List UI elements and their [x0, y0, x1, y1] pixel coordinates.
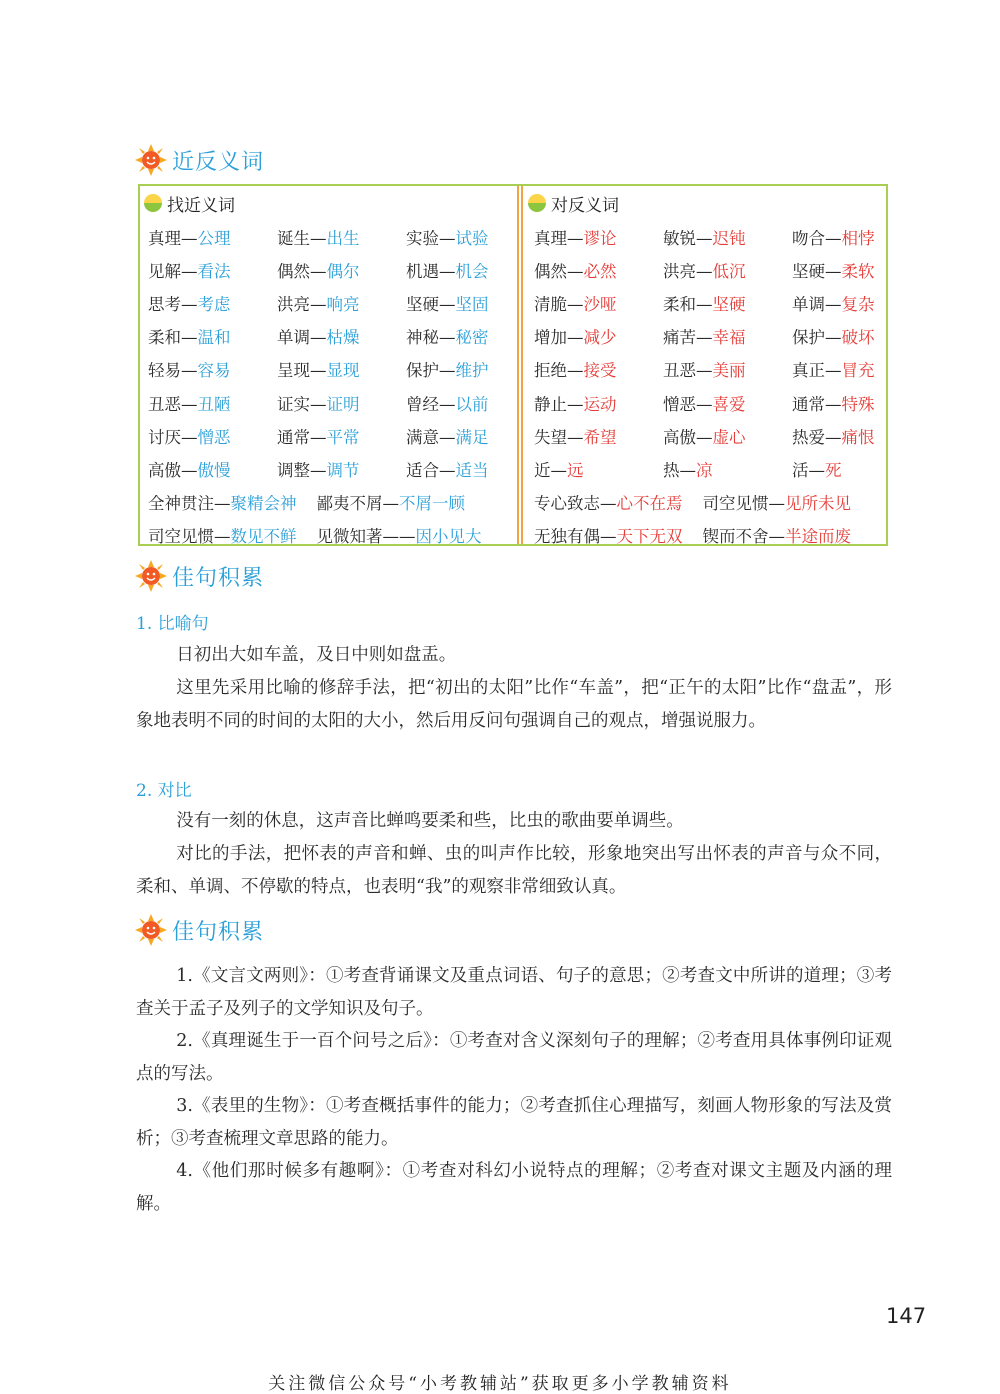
- word-pair: [663, 225, 792, 249]
- base-word: 丑恶—: [148, 394, 198, 414]
- sun-icon: [134, 143, 168, 177]
- base-word: 洪亮—: [277, 294, 327, 314]
- word-pair: [792, 391, 921, 415]
- base-word: 见微知著——: [316, 527, 416, 547]
- base-word: 失望—: [534, 427, 584, 447]
- sun-icon: [134, 559, 168, 593]
- base-word: 偶然—: [277, 261, 327, 281]
- base-word: 清脆—: [534, 294, 584, 314]
- related-word: 破坏: [841, 328, 875, 348]
- word-pair: [406, 457, 535, 481]
- word-table: [138, 184, 888, 546]
- word-row: [534, 286, 921, 319]
- word-pair: [534, 490, 683, 514]
- base-word: 司空见惯—: [148, 527, 231, 547]
- related-word: 迟钝: [712, 228, 746, 248]
- word-pair: [406, 258, 535, 282]
- word-pair: [406, 391, 535, 415]
- base-word: 单调—: [792, 294, 842, 314]
- base-word: 增加—: [534, 328, 584, 348]
- word-pair: [792, 457, 921, 481]
- base-word: 憎恶—: [663, 394, 713, 414]
- word-pair: [792, 225, 921, 249]
- word-row: [534, 519, 921, 552]
- exam-point: 1.《文言文两则》：①考查背诵课文及重点词语、句子的意思；②考查文中所讲的道理；③考查关于孟子及列子的文学知识及句子。: [136, 966, 892, 1019]
- base-word: 证实—: [277, 394, 327, 414]
- example-sentence: 没有一刻的休息，这声音比蝉鸣要柔和些，比虫的歌曲要单调些。: [176, 811, 684, 831]
- related-word: 美丽: [712, 361, 746, 381]
- base-word: 敏锐—: [663, 228, 713, 248]
- word-pair: [406, 424, 535, 448]
- related-word: 虚心: [712, 427, 746, 447]
- base-word: 吻合—: [792, 228, 842, 248]
- section-heading-words: [134, 140, 264, 180]
- base-word: 热爱—: [792, 427, 842, 447]
- exam-point: 4.《他们那时候多有趣啊》：①考查对科幻小说特点的理解；②考查对课文主题及内涵的理解。: [136, 1161, 892, 1214]
- base-word: 坚硬—: [406, 294, 456, 314]
- base-word: 高傲—: [663, 427, 713, 447]
- base-word: 真理—: [534, 228, 584, 248]
- related-word: 幸福: [712, 328, 746, 348]
- related-word: 喜爱: [712, 394, 746, 414]
- word-pair: [792, 258, 921, 282]
- base-word: 通常—: [277, 427, 327, 447]
- related-word: 秘密: [455, 328, 489, 348]
- related-word: 试验: [455, 228, 489, 248]
- base-word: 曾经—: [406, 394, 456, 414]
- related-word: 偶尔: [326, 261, 360, 281]
- related-word: 机会: [455, 261, 489, 281]
- word-pair: [663, 258, 792, 282]
- related-word: 容易: [197, 361, 231, 381]
- antonym-heading: 对反义词: [528, 192, 619, 214]
- word-pair: [148, 357, 277, 381]
- base-word: 见解—: [148, 261, 198, 281]
- base-word: 痛苦—: [663, 328, 713, 348]
- base-word: 锲而不舍—: [702, 527, 785, 547]
- word-row: [534, 320, 921, 353]
- base-word: 坚硬—: [792, 261, 842, 281]
- base-word: 思考—: [148, 294, 198, 314]
- related-word: 天下无双: [616, 527, 683, 547]
- word-pair: [792, 357, 921, 381]
- base-word: 保护—: [792, 328, 842, 348]
- word-pair: [317, 523, 482, 547]
- sentence-analysis: 对比的手法，把怀表的声音和蝉、虫的叫声作比较，形象地突出写出怀表的声音与众不同，柔和、单调、不停歇的特点，也表明“我”的观察非常细致认真。: [136, 844, 892, 897]
- related-word: 显现: [326, 361, 360, 381]
- base-word: 洪亮—: [663, 261, 713, 281]
- word-pair: [317, 490, 466, 514]
- word-pair: [406, 357, 535, 381]
- related-word: 沙哑: [583, 294, 617, 314]
- base-word: 静止—: [534, 394, 584, 414]
- base-word: 满意—: [406, 427, 456, 447]
- word-pair: [534, 391, 663, 415]
- word-row: [534, 253, 921, 286]
- base-word: 活—: [792, 460, 825, 480]
- base-word: 鄙夷不屑—: [316, 494, 399, 514]
- word-pair: [703, 490, 852, 514]
- word-pair: [277, 391, 406, 415]
- word-row: [148, 220, 535, 253]
- related-word: 公理: [197, 228, 231, 248]
- base-word: 讨厌—: [148, 427, 198, 447]
- word-pair: [406, 324, 535, 348]
- word-pair: [534, 258, 663, 282]
- word-pair: [277, 324, 406, 348]
- word-pair: [148, 258, 277, 282]
- related-word: 复杂: [841, 294, 875, 314]
- word-pair: [663, 291, 792, 315]
- footer-note: 关注微信公众号“小考教辅站”获取更多小学教辅资料: [268, 1374, 732, 1394]
- related-word: 聚精会神: [230, 494, 297, 514]
- section-title: 佳句积累: [172, 919, 265, 945]
- base-word: 适合—: [406, 460, 456, 480]
- word-row: [148, 486, 535, 519]
- page-number: 147: [886, 1304, 927, 1328]
- word-pair: [277, 291, 406, 315]
- section-title: 佳句积累: [172, 565, 265, 591]
- word-pair: [534, 225, 663, 249]
- related-word: 减少: [583, 328, 617, 348]
- base-word: 单调—: [277, 328, 327, 348]
- word-pair: [534, 457, 663, 481]
- related-word: 考虑: [197, 294, 231, 314]
- word-row: [534, 452, 921, 485]
- base-word: 神秘—: [406, 328, 456, 348]
- base-word: 柔和—: [663, 294, 713, 314]
- word-pair: [148, 291, 277, 315]
- related-word: 适当: [455, 460, 489, 480]
- related-word: 柔软: [841, 261, 875, 281]
- word-pair: [792, 291, 921, 315]
- base-word: 专心致志—: [534, 494, 617, 514]
- section-heading-exam: [134, 910, 264, 950]
- base-word: 轻易—: [148, 361, 198, 381]
- word-pair: [534, 424, 663, 448]
- base-word: 热—: [663, 460, 696, 480]
- related-word: 谬论: [583, 228, 617, 248]
- word-pair: [792, 424, 921, 448]
- word-pair: [663, 391, 792, 415]
- related-word: 坚硬: [712, 294, 746, 314]
- base-word: 通常—: [792, 394, 842, 414]
- word-pair: [406, 225, 535, 249]
- word-pair: [148, 324, 277, 348]
- related-word: 痛恨: [841, 427, 875, 447]
- sentence-analysis: 这里先采用比喻的修辞手法，把“初出的太阳”比作“车盖”，把“正午的太阳”比作“盘盂”，形象地表明不同的时间的太阳的大小，然后用反问句强调自己的观点，增强说服力。: [136, 678, 892, 731]
- word-pair: [277, 457, 406, 481]
- word-pair: [663, 357, 792, 381]
- related-word: 死: [825, 460, 842, 480]
- word-pair: [148, 391, 277, 415]
- base-word: 拒绝—: [534, 361, 584, 381]
- word-pair: [277, 258, 406, 282]
- related-word: 憎恶: [197, 427, 231, 447]
- word-pair: [703, 523, 852, 547]
- base-word: 真正—: [792, 361, 842, 381]
- related-word: 冒充: [841, 361, 875, 381]
- base-word: 调整—: [277, 460, 327, 480]
- word-pair: [792, 324, 921, 348]
- related-word: 满足: [455, 427, 489, 447]
- section-title: 近反义词: [172, 149, 265, 175]
- base-word: 全神贯注—: [148, 494, 231, 514]
- related-word: 数见不鲜: [230, 527, 297, 547]
- section-heading-sentences: [134, 556, 264, 596]
- example-sentence: 日初出大如车盖，及日中则如盘盂。: [176, 645, 457, 665]
- base-word: 高傲—: [148, 460, 198, 480]
- word-row: [148, 419, 535, 452]
- base-word: 丑恶—: [663, 361, 713, 381]
- related-word: 运动: [583, 394, 617, 414]
- related-word: 温和: [197, 328, 231, 348]
- base-word: 无独有偶—: [534, 527, 617, 547]
- related-word: 接受: [583, 361, 617, 381]
- word-pair: [534, 291, 663, 315]
- base-word: 诞生—: [277, 228, 327, 248]
- word-row: [534, 386, 921, 419]
- base-word: 司空见惯—: [702, 494, 785, 514]
- word-row: [148, 353, 535, 386]
- related-word: 以前: [455, 394, 489, 414]
- base-word: 柔和—: [148, 328, 198, 348]
- word-row: [534, 419, 921, 452]
- word-row: [148, 519, 535, 552]
- word-pair: [277, 424, 406, 448]
- related-word: 心不在焉: [616, 494, 683, 514]
- base-word: 机遇—: [406, 261, 456, 281]
- word-pair: [534, 523, 683, 547]
- related-word: 相悖: [841, 228, 875, 248]
- related-word: 看法: [197, 261, 231, 281]
- synonym-list: [148, 220, 535, 552]
- related-word: 傲慢: [197, 460, 231, 480]
- word-pair: [148, 225, 277, 249]
- exam-point: 2.《真理诞生于一百个问号之后》：①考查对含义深刻句子的理解；②考查用具体事例印证观点的写法。: [136, 1031, 892, 1084]
- synonym-heading: 找近义词: [144, 192, 235, 214]
- related-word: 平常: [326, 427, 360, 447]
- related-word: 坚固: [455, 294, 489, 314]
- item-title: 2. 对比: [136, 781, 192, 801]
- item-title: 1. 比喻句: [136, 614, 209, 634]
- related-word: 低沉: [712, 261, 746, 281]
- word-pair: [406, 291, 535, 315]
- related-word: 丑陋: [197, 394, 231, 414]
- word-row: [534, 486, 921, 519]
- related-word: 凉: [696, 460, 713, 480]
- word-pair: [148, 490, 297, 514]
- sun-icon: [134, 913, 168, 947]
- word-pair: [663, 324, 792, 348]
- word-pair: [277, 225, 406, 249]
- related-word: 远: [567, 460, 584, 480]
- exam-point: 3.《表里的生物》：①考查概括事件的能力；②考查抓住心理描写，刻画人物形象的写法及赏析；③考查梳理文章思路的能力。: [136, 1096, 892, 1149]
- related-word: 枯燥: [326, 328, 360, 348]
- word-pair: [663, 457, 792, 481]
- word-row: [534, 353, 921, 386]
- base-word: 近—: [534, 460, 567, 480]
- word-row: [148, 286, 535, 319]
- base-word: 保护—: [406, 361, 456, 381]
- word-row: [148, 320, 535, 353]
- related-word: 半途而废: [785, 527, 851, 547]
- related-word: 见所未见: [785, 494, 851, 514]
- related-word: 特殊: [841, 394, 875, 414]
- word-pair: [663, 424, 792, 448]
- word-row: [534, 220, 921, 253]
- related-word: 因小见大: [415, 527, 482, 547]
- word-row: [148, 386, 535, 419]
- word-pair: [148, 457, 277, 481]
- bullet-icon: [144, 194, 162, 212]
- related-word: 响亮: [326, 294, 360, 314]
- related-word: 维护: [455, 361, 489, 381]
- related-word: 必然: [583, 261, 617, 281]
- base-word: 实验—: [406, 228, 456, 248]
- related-word: 出生: [326, 228, 360, 248]
- base-word: 偶然—: [534, 261, 584, 281]
- word-row: [148, 253, 535, 286]
- related-word: 不屑一顾: [399, 494, 465, 514]
- bullet-icon: [528, 194, 546, 212]
- related-word: 希望: [583, 427, 617, 447]
- related-word: 证明: [326, 394, 360, 414]
- word-pair: [534, 357, 663, 381]
- word-pair: [148, 523, 297, 547]
- word-pair: [534, 324, 663, 348]
- related-word: 调节: [326, 460, 360, 480]
- antonym-list: [534, 220, 921, 552]
- word-row: [148, 452, 535, 485]
- base-word: 真理—: [148, 228, 198, 248]
- word-pair: [148, 424, 277, 448]
- column-divider: [517, 186, 523, 544]
- word-pair: [277, 357, 406, 381]
- base-word: 呈现—: [277, 361, 327, 381]
